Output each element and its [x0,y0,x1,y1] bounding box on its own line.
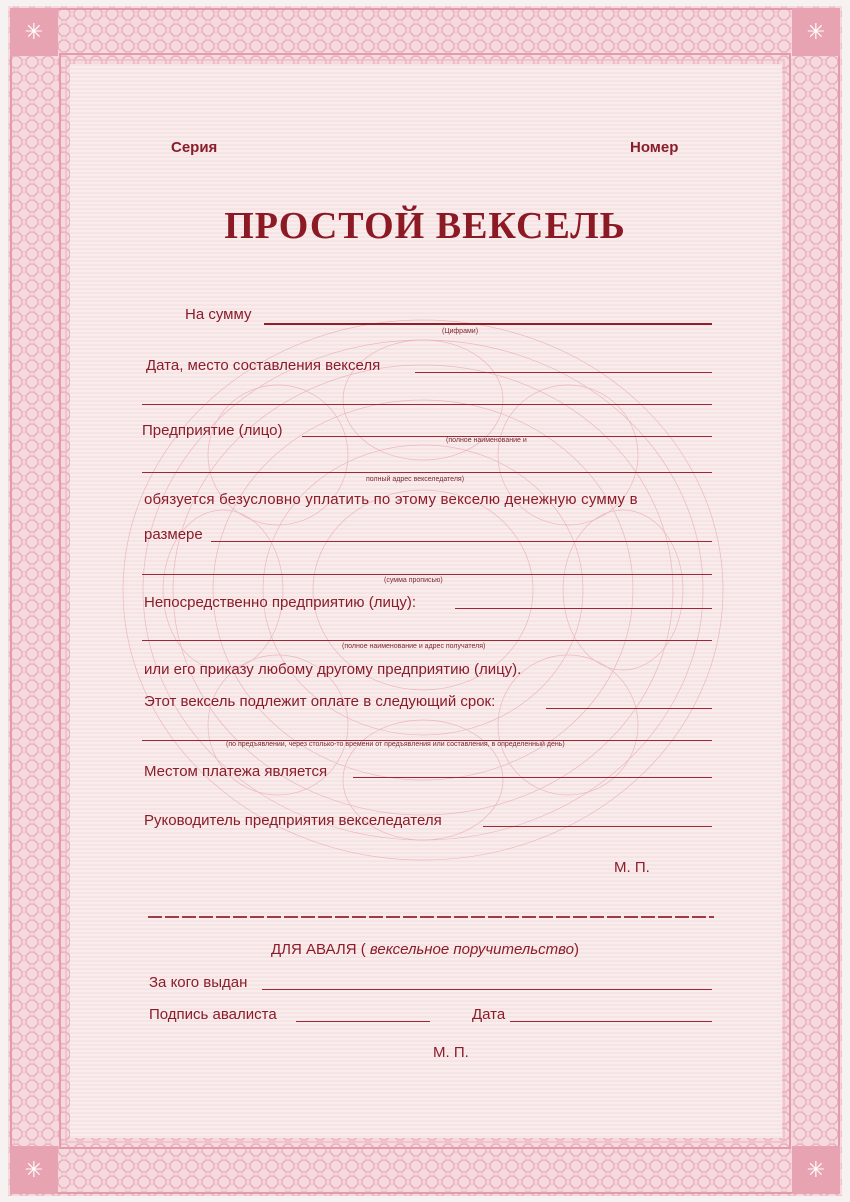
amount-input[interactable] [211,541,712,542]
aval-date-input[interactable] [510,1021,712,1022]
date-place-input-2[interactable] [142,404,712,405]
aval-title-suffix: ) [574,941,579,958]
for-whom-input[interactable] [262,989,712,990]
snowflake-icon: ✳ [806,1157,826,1182]
date-place-label: Дата, место составления векселя [146,357,381,374]
amount-label: размере [144,526,203,543]
term-label: Этот вексель подлежит оплате в следующий срок: [144,693,496,710]
snowflake-icon: ✳ [24,1157,44,1182]
series-label: Серия [171,139,218,156]
sum-label: На сумму [185,306,252,323]
aval-seal-mark: М. П. [433,1044,469,1061]
sum-hint: (Цифрами) [442,328,479,335]
avalist-signature-input[interactable] [296,1021,430,1022]
payee-input[interactable] [455,608,712,609]
aval-title [271,941,579,958]
aval-date-label: Дата [472,1006,506,1023]
amount-input-2[interactable] [142,574,712,575]
payment-place-label: Местом платежа является [144,763,328,780]
seal-mark: М. П. [614,859,650,876]
obligation-text: обязуется безусловно уплатить по этому векселю денежную сумму в [144,491,638,508]
aval-title-italic: вексельное поручительство [369,941,574,958]
enterprise-input-2[interactable] [142,472,712,473]
snowflake-icon: ✳ [806,19,826,44]
date-place-input[interactable] [415,372,712,373]
snowflake-icon: ✳ [24,19,44,44]
term-hint: (по предъявлении, через столько-то времени от предъявления или составления, в определенный день) [226,741,565,748]
payee-hint: (полное наименование и адрес получателя) [342,643,486,650]
enterprise-hint: (полное наименование и [446,437,527,444]
document-title: ПРОСТОЙ ВЕКСЕЛЬ [224,205,626,247]
payee-label: Непосредственно предприятию (лицу): [144,594,417,611]
enterprise-label: Предприятие (лицо) [142,422,283,439]
aval-title-prefix: ДЛЯ АВАЛЯ ( [271,941,370,958]
separator-line [148,916,714,918]
head-signature-input[interactable] [483,826,712,827]
head-signature-label: Руководитель предприятия векселедателя [144,812,442,829]
guilloche-rosette [108,300,738,880]
for-whom-label: За кого выдан [149,974,248,991]
number-label: Номер [630,139,679,156]
order-text: или его приказу любому другому предприятию (лицу). [144,661,522,678]
avalist-signature-label: Подпись авалиста [149,1006,277,1023]
amount-hint: (сумма прописью) [384,577,443,584]
enterprise-address-hint: полный адрес векселедателя) [366,476,465,483]
payee-input-2[interactable] [142,640,712,641]
payment-place-input[interactable] [353,777,712,778]
term-input[interactable] [546,708,712,709]
sum-input[interactable] [264,323,712,325]
